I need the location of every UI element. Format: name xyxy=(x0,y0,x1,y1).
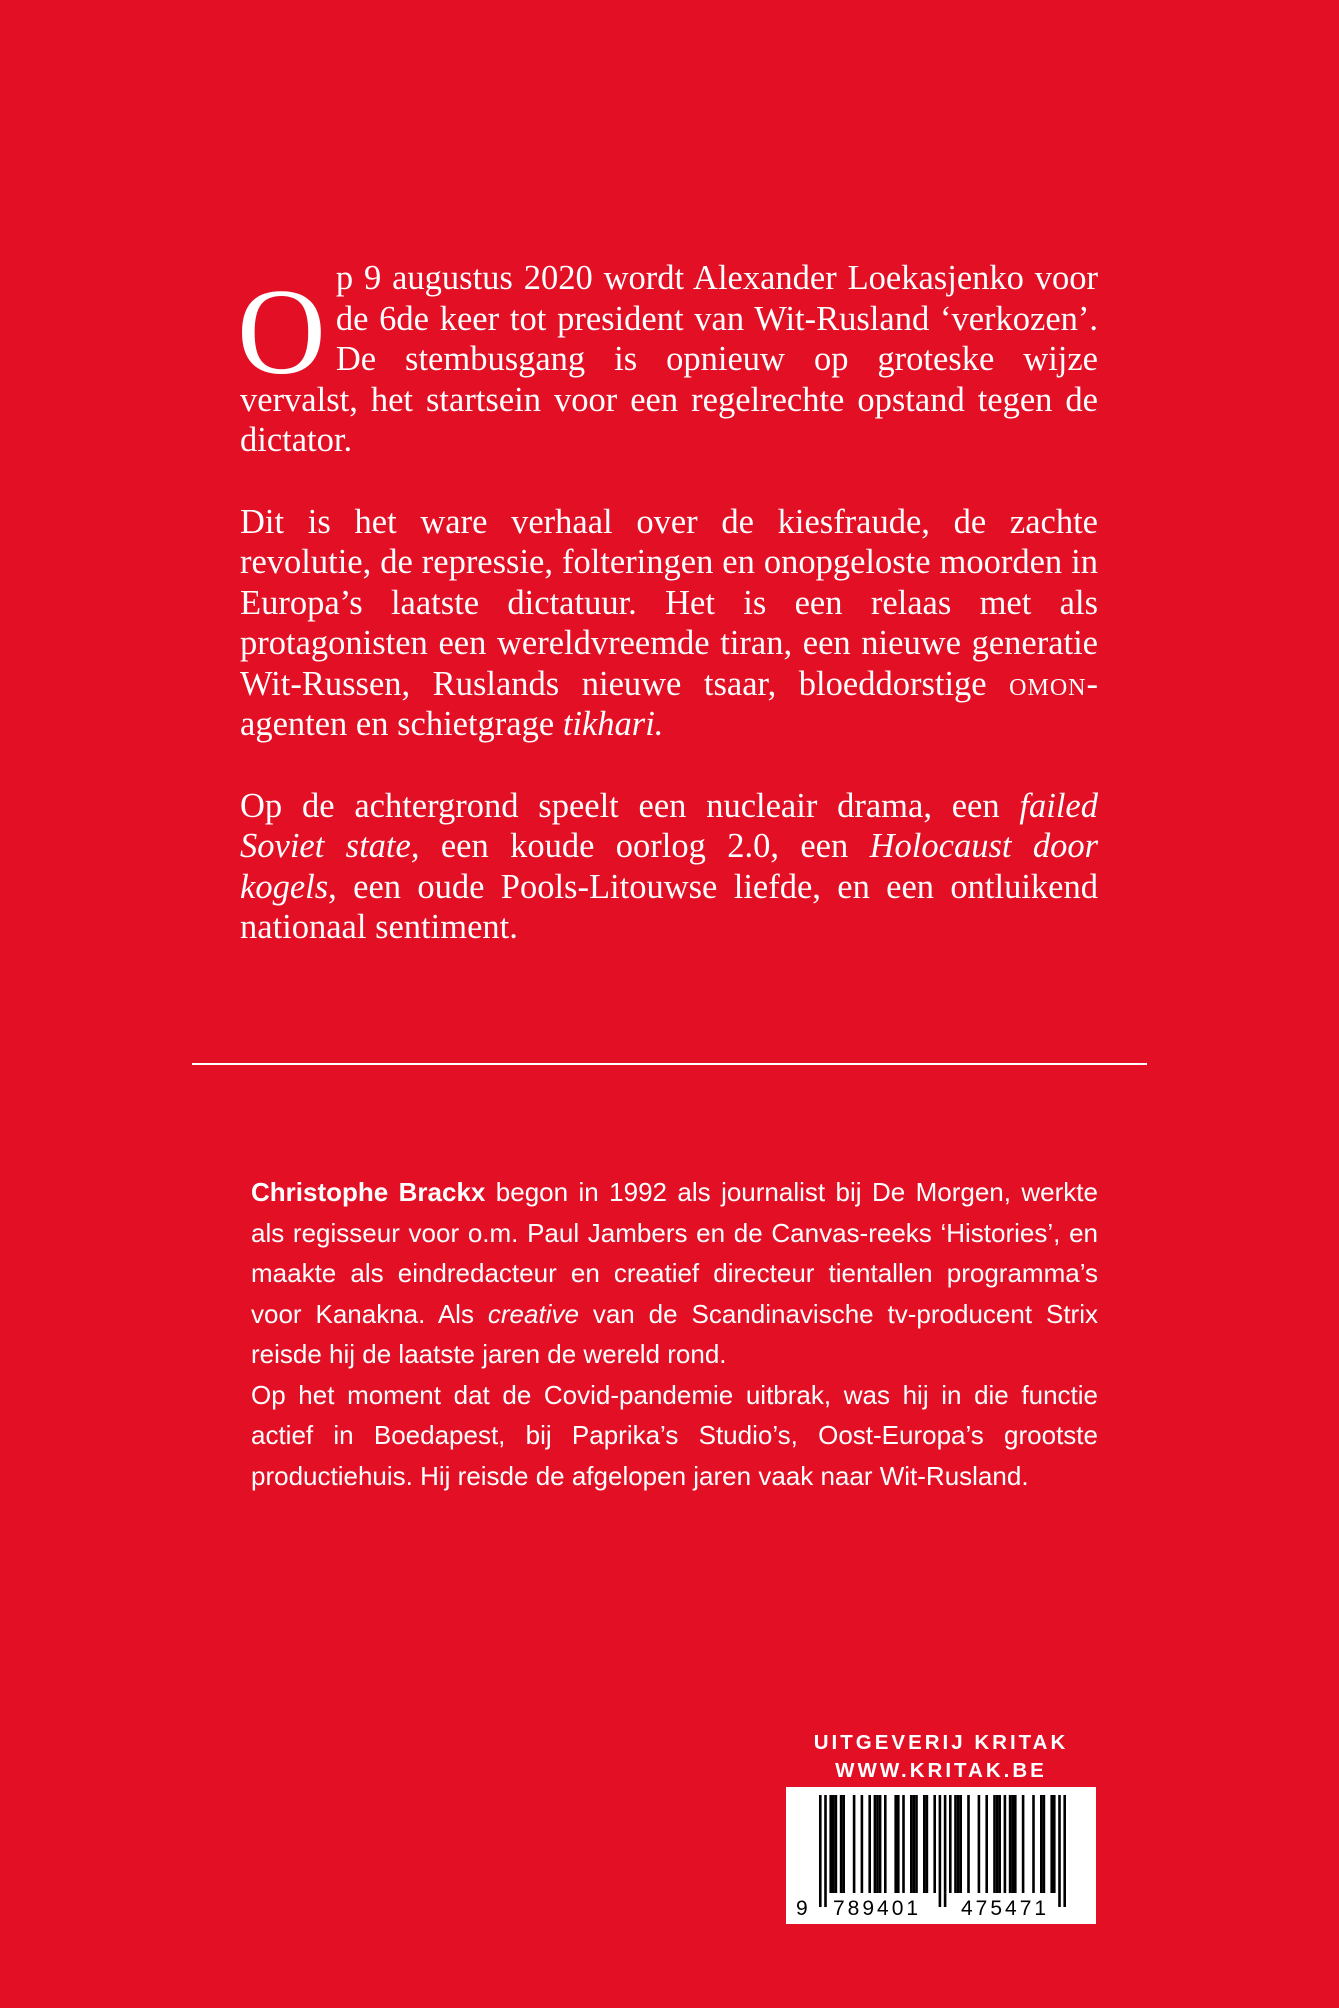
holocaust-italic: Holocaust door kogels xyxy=(240,827,1099,906)
barcode-bar xyxy=(1058,1795,1061,1907)
publisher-info xyxy=(786,1729,1096,1785)
barcode-bar xyxy=(978,1795,981,1893)
blurb-p1-text: p 9 augustus 2020 wordt Alexander Loekasjenko voor de 6de keer tot president van Wit-Rusland ‘verkozen’. De stembusgang is opnieuw op groteske wijze vervalst, het startsein voor een regelrechte opstand tegen de dictator. xyxy=(240,259,1098,459)
bio-text-a: begon in 1992 als journalist bij De Morgen, werkte als regisseur voor o.m. Paul Jambers en de Canvas-reeks ‘Histories’, en maakte als eindredacteur en creatief directeur tientallen programma’s voor Kanakna. Als xyxy=(251,1177,1098,1329)
barcode-bar xyxy=(993,1795,996,1893)
barcode-bars xyxy=(819,1795,1066,1907)
barcode-bar xyxy=(835,1795,838,1893)
barcode-bar xyxy=(832,1795,835,1893)
barcode-bar xyxy=(861,1795,864,1893)
tikhari-italic: tikhari. xyxy=(562,705,664,743)
barcode-digits-left: 789401 xyxy=(833,1897,922,1920)
barcode-bar xyxy=(842,1795,845,1893)
blurb-paragraph-2 xyxy=(240,502,1098,745)
barcode-bar xyxy=(915,1795,918,1893)
barcode-bar xyxy=(1050,1795,1053,1893)
barcode-digit-lead: 9 xyxy=(796,1897,808,1920)
bio-text-b: van de Scandinavische tv-producent Strix reisde hij de laatste jaren de wereld rond. xyxy=(251,1298,1098,1369)
author-name: Christophe Brackx xyxy=(251,1177,486,1207)
drop-cap: O xyxy=(237,263,326,400)
barcode-bar xyxy=(957,1795,960,1893)
barcode-bar xyxy=(829,1795,832,1893)
blurb-p3-text-c: , een oude Pools-Litouwse liefde, en een ontluikend nationaal sentiment. xyxy=(240,867,1098,946)
barcode-bar xyxy=(1011,1795,1014,1893)
barcode-bar xyxy=(897,1795,900,1893)
barcode-bar xyxy=(913,1795,916,1893)
barcode-bar xyxy=(944,1795,947,1907)
barcode-bar xyxy=(894,1795,897,1893)
barcode-bar xyxy=(959,1795,962,1893)
barcode-bar xyxy=(926,1795,929,1893)
barcode-bar xyxy=(902,1795,905,1893)
bio-paragraph-2: Op het moment dat de Covid-pandemie uitbrak, was hij in die functie actief in Boedapest, bij Paprika’s Studio’s, Oost-Europa’s grootste productiehuis. Hij reisde de afgelopen jaren vaak naar Wit-Rusland. xyxy=(251,1379,1098,1491)
barcode-bar xyxy=(853,1795,856,1893)
barcode-bar xyxy=(933,1795,936,1893)
barcode-bar xyxy=(876,1795,879,1893)
barcode-bar xyxy=(1053,1795,1056,1893)
barcode-bar xyxy=(879,1795,882,1893)
barcode-bar xyxy=(819,1795,822,1907)
barcode-bar xyxy=(985,1795,988,1893)
barcode-graphic xyxy=(786,1787,1096,1924)
blurb-paragraph-3 xyxy=(240,786,1098,948)
barcode-bar xyxy=(939,1795,942,1907)
barcode-bar xyxy=(874,1795,877,1893)
blurb xyxy=(237,258,1099,989)
blurb-p2-text-b: -agenten en schietgrage xyxy=(240,664,1098,743)
omon-smallcaps: omon xyxy=(1009,664,1087,703)
barcode-bar xyxy=(998,1795,1001,1893)
barcode-bar xyxy=(1032,1795,1035,1893)
bio-paragraph-1 xyxy=(251,1172,1098,1375)
blurb-p3-text-b: een koude oorlog 2.0, een xyxy=(419,827,870,865)
barcode-bar xyxy=(1040,1795,1043,1893)
barcode-bar xyxy=(910,1795,913,1893)
barcode-bar xyxy=(884,1795,887,1893)
blurb-p2-text-a: Dit is het ware verhaal over de kiesfraude, de zachte revolutie, de repressie, folteringen en onopgeloste moorden in Europa’s laatste dictatuur. Het is een relaas met als protagonisten een wereldvreemde tiran, een nieuwe generatie Wit-Russen, Ruslands nieuwe tsaar, bloeddorstige xyxy=(240,502,1098,703)
barcode-bar xyxy=(949,1795,952,1893)
author-bio xyxy=(251,1172,1098,1496)
barcode-bar xyxy=(1063,1795,1066,1907)
barcode-bar xyxy=(1022,1795,1025,1893)
barcode-bar xyxy=(967,1795,970,1893)
publisher-name: UITGEVERIJ KRITAK xyxy=(813,1731,1069,1754)
barcode-bar xyxy=(1014,1795,1017,1893)
isbn-barcode xyxy=(786,1787,1096,1924)
failed-soviet-state-italic: failed Soviet state, xyxy=(240,786,1098,865)
barcode-bar xyxy=(954,1795,957,1893)
blurb-paragraph-1 xyxy=(237,258,1098,461)
divider-line xyxy=(192,1063,1147,1065)
publisher-url[interactable]: WWW.KRITAK.BE xyxy=(835,1759,1047,1782)
barcode-bar xyxy=(868,1795,871,1893)
barcode-bar xyxy=(840,1795,843,1893)
barcode-bar xyxy=(1004,1795,1007,1893)
creative-italic: creative xyxy=(487,1298,579,1329)
barcode-digits-right: 475471 xyxy=(961,1897,1050,1920)
barcode-bar xyxy=(1009,1795,1012,1893)
barcode-bar xyxy=(824,1795,827,1907)
blurb-p3-text-a: Op de achtergrond speelt een nucleair drama, een xyxy=(240,786,1020,825)
barcode-bar xyxy=(1043,1795,1046,1893)
barcode-bar xyxy=(996,1795,999,1893)
barcode-bar xyxy=(923,1795,926,1893)
